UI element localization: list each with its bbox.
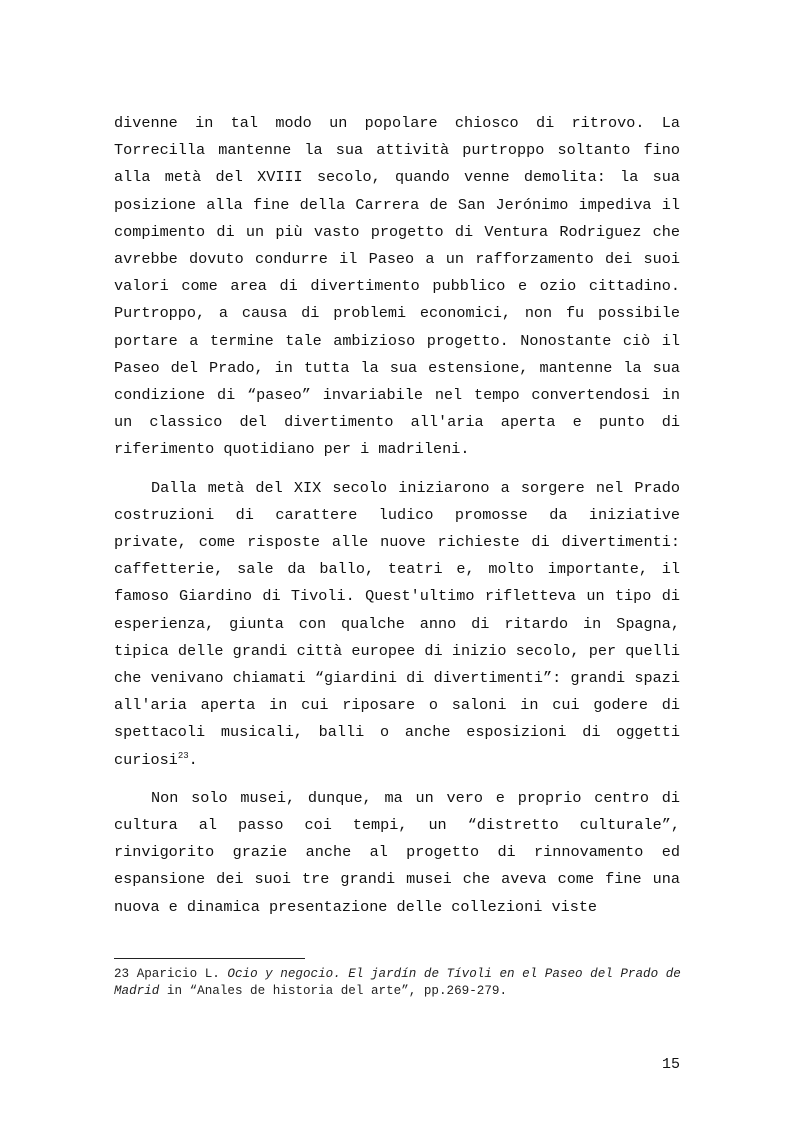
paragraph-1: divenne in tal modo un popolare chiosco di ritrovo. La Torrecilla mantenne la sua attività purtroppo soltanto fino alla metà del XVIII secolo, quando venne demolita: la sua posizione alla fine della Carrera de San Jerónimo impediva il compimento di un più vasto progetto di Ventura Rodriguez che avrebbe dovuto condurre il Paseo a un rafforzamento dei suoi valori come area di divertimento pubblico e ozio cittadino. Purtroppo, a causa di problemi economici, non fu possibile portare a termine tale ambizioso progetto. Nonostante ciò il Paseo del Prado, in tutta la sua estensione, mantenne la sua condizione di “paseo” invariabile nel tempo convertendosi in un classico del divertimento all'aria aperta e punto di riferimento quotidiano per i madrileni. xyxy=(114,114,680,459)
paragraph-2-end: . xyxy=(188,750,198,769)
footnote-author: Aparicio L. xyxy=(136,967,220,981)
footnote-reference[interactable]: 23 xyxy=(177,750,189,761)
footnote-title: Ocio y negocio. El jardín de Tívoli en el Paseo del Prado de Madrid xyxy=(114,967,681,998)
paragraph-2-text: Dalla metà del XIX secolo iniziarono a sorgere nel Prado costruzioni di carattere ludico promosse da iniziative private, come risposte alle nuove richieste di divertimenti: caffetterie, sale da ballo, teatri e, molto importante, il famoso Giardino di Tivoli. Quest'ultimo rifletteva un tipo di esperienza, giunta con qualche anno di ritardo in Spagna, tipica delle grandi città europee di inizio secolo, per quelli che venivano chiamati “giardini di divertimenti”: grandi spazi all'aria aperta in cui riposare o saloni in cui godere di spettacoli musicali, balli o anche esposizioni di oggetti curiosi xyxy=(114,478,680,769)
footnote xyxy=(114,966,684,1000)
page-number: 15 xyxy=(661,1056,680,1073)
paragraph-3: Non solo musei, dunque, ma un vero e proprio centro di cultura al passo coi tempi, un “distretto culturale”, rinvigorito grazie anche al progetto di rinnovamento ed espansione dei suoi tre grandi musei che aveva come fine una nuova e dinamica presentazione delle collezioni viste xyxy=(114,788,680,916)
footnote-number: 23 xyxy=(114,967,130,981)
paragraph-2 xyxy=(114,475,680,774)
body-text xyxy=(114,110,680,932)
footnote-separator xyxy=(114,958,305,959)
footnote-source: in “Anales de historia del arte”, pp.269-279. xyxy=(166,984,508,998)
